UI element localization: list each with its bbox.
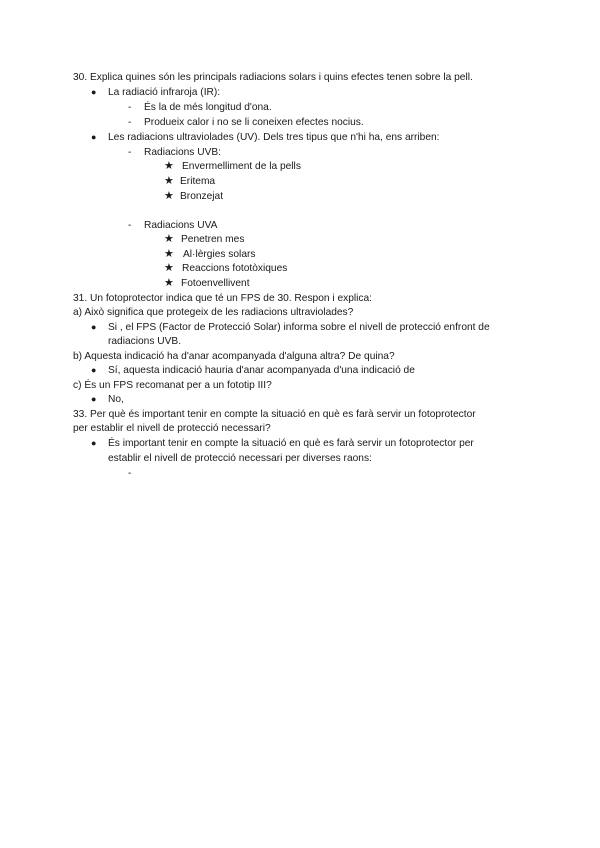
q31c-question: c) És un FPS recomanat per a un fototip III? bbox=[73, 380, 272, 391]
q33-question: 33. Per què és important tenir en compte la situació en què es farà servir un fotoprotector bbox=[73, 409, 476, 420]
q30-uvb-effect: Bronzejat bbox=[180, 191, 224, 202]
q30-uva-effect: Penetren mes bbox=[181, 234, 245, 245]
q31b-question: b) Aquesta indicació ha d'anar acompanyada d'alguna altra? De quina? bbox=[73, 351, 395, 362]
q30-uvb-effect: Envermelliment de la pells bbox=[182, 161, 301, 172]
q31a-answer: Si , el FPS (Factor de Protecció Solar) informa sobre el nivell de protecció enfront de bbox=[108, 322, 490, 333]
dash-marker: - bbox=[128, 117, 132, 128]
q31a-answer-cont: radiacions UVB. bbox=[108, 336, 182, 347]
q33-answer: És important tenir en compte la situació en què es farà servir un fotoprotector per bbox=[108, 438, 474, 449]
q30-uv-label: Les radiacions ultraviolades (UV). Dels tres tipus que n'hi ha, ens arriben: bbox=[108, 132, 440, 143]
q33-answer-cont: establir el nivell de protecció necessari per diverses raons: bbox=[108, 453, 372, 464]
q30-ir-label: La radiació infraroja (IR): bbox=[108, 87, 221, 98]
star-icon: ★ bbox=[164, 248, 174, 260]
bullet-icon: ● bbox=[91, 132, 97, 142]
q30-ir-point: És la de més longitud d'ona. bbox=[144, 102, 272, 113]
bullet-icon: ● bbox=[91, 438, 97, 448]
q30-uva-effect: Reaccions fototòxiques bbox=[182, 263, 288, 274]
q31-question: 31. Un fotoprotector indica que té un FPS de 30. Respon i explica: bbox=[73, 293, 373, 304]
bullet-icon: ● bbox=[91, 394, 97, 404]
q30-ir-point: Produeix calor i no se li coneixen efectes nocius. bbox=[144, 117, 364, 128]
q30-question: 30. Explica quines són les principals radiacions solars i quins efectes tenen sobre la pell. bbox=[73, 72, 473, 83]
q31b-answer: Sí, aquesta indicació hauria d'anar acompanyada d'una indicació de bbox=[108, 365, 415, 376]
dash-marker: - bbox=[128, 147, 132, 158]
q30-uva-effect: Al·lèrgies solars bbox=[183, 249, 256, 260]
dash-marker: - bbox=[128, 220, 132, 231]
q30-uva-label: Radiacions UVA bbox=[144, 220, 218, 231]
q30-uvb-label: Radiacions UVB: bbox=[144, 147, 222, 158]
star-icon: ★ bbox=[164, 233, 174, 245]
bullet-icon: ● bbox=[91, 87, 97, 97]
star-icon: ★ bbox=[164, 277, 174, 289]
q31c-answer: No, bbox=[108, 394, 124, 405]
q31a-question: a) Això significa que protegeix de les radiacions ultraviolades? bbox=[73, 307, 354, 318]
dash-marker: - bbox=[128, 102, 132, 113]
star-icon: ★ bbox=[164, 175, 174, 187]
bullet-icon: ● bbox=[91, 365, 97, 375]
star-icon: ★ bbox=[164, 190, 174, 202]
q30-uvb-effect: Eritema bbox=[180, 176, 216, 187]
dash-marker: - bbox=[128, 468, 132, 479]
q30-uva-effect: Fotoenvellivent bbox=[181, 278, 250, 289]
star-icon: ★ bbox=[164, 160, 174, 172]
star-icon: ★ bbox=[164, 262, 174, 274]
q33-question-cont: per establir el nivell de protecció necessari? bbox=[73, 423, 271, 434]
bullet-icon: ● bbox=[91, 322, 97, 332]
